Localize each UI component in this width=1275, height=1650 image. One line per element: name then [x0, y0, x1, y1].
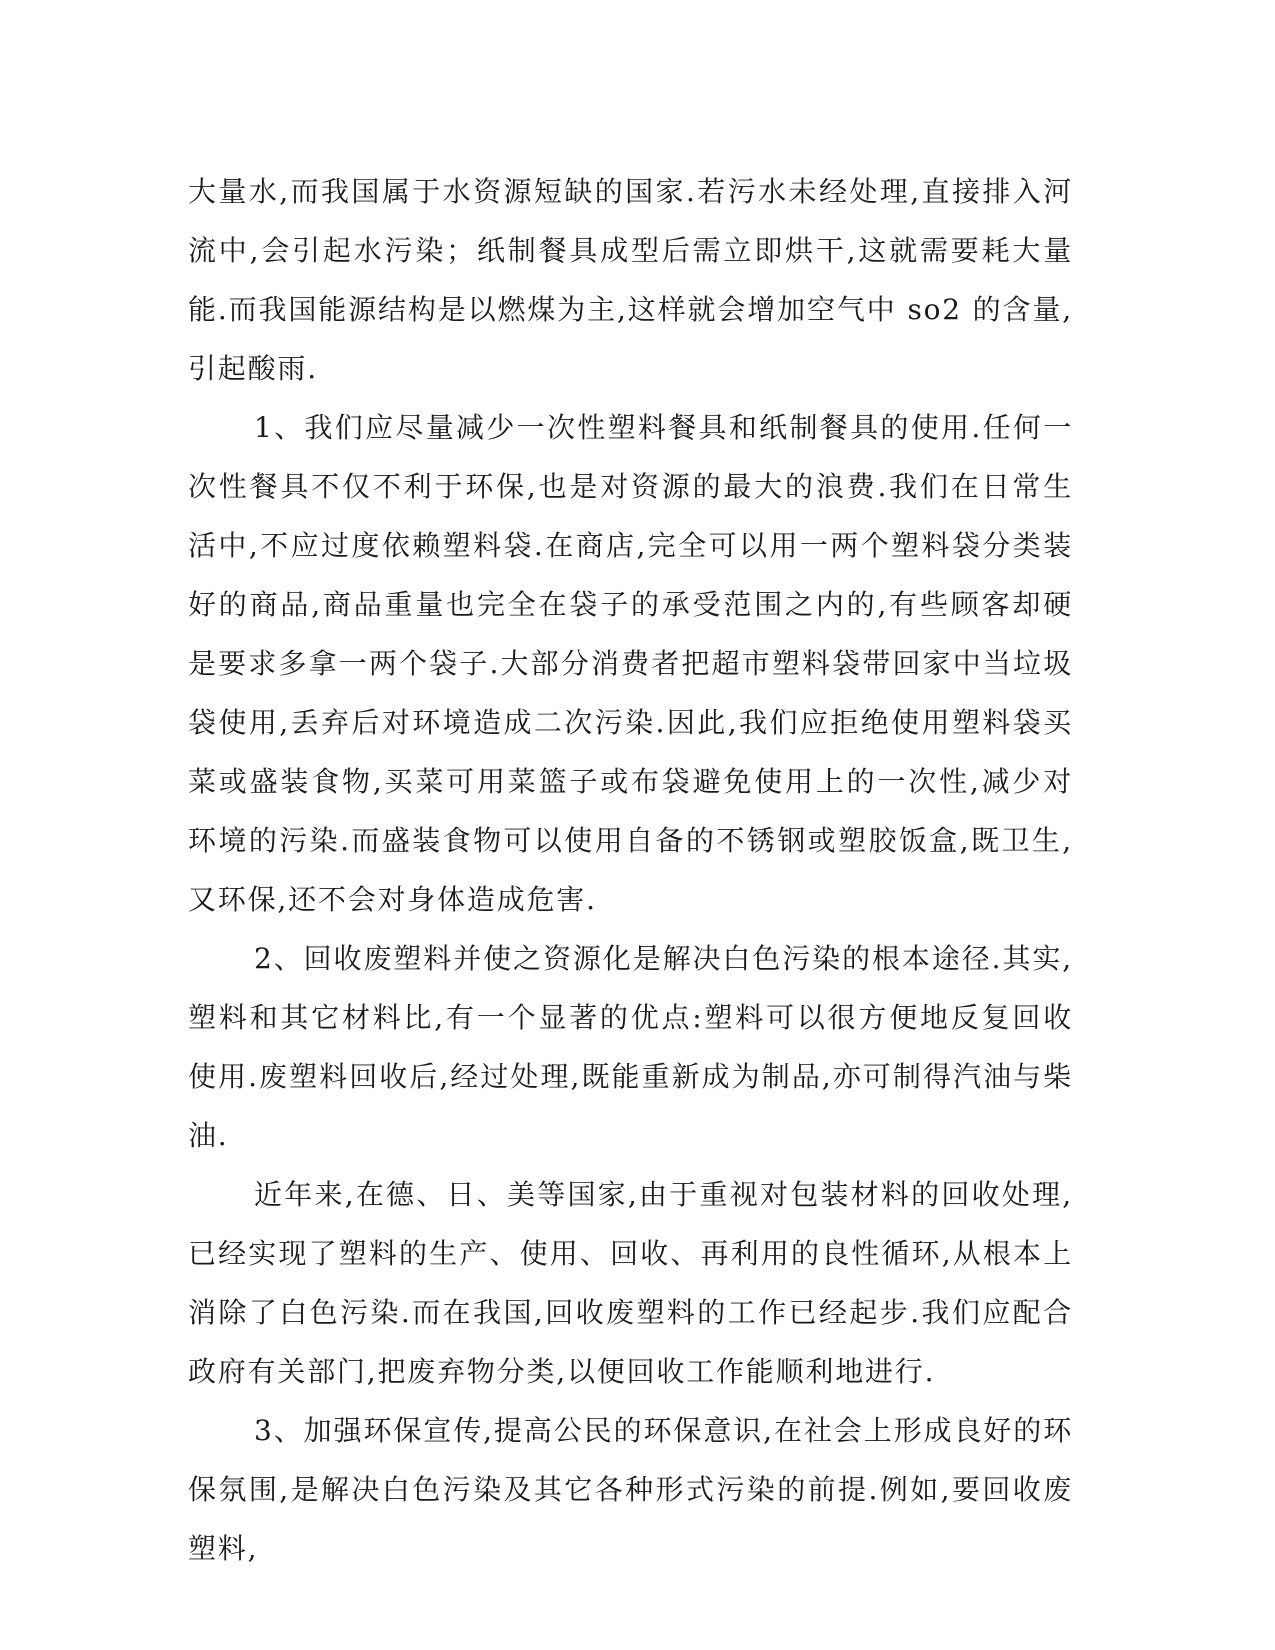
paragraph-point-1: 1、我们应尽量减少一次性塑料餐具和纸制餐具的使用.任何一次性餐具不仅不利于环保,也是对资源的最大的浪费.我们在日常生活中,不应过度依赖塑料袋.在商店,完全可以用一两个塑料袋分类装好的商品,商品重量也完全在袋子的承受范围之内的,有些顾客却硬是要求多拿一两个袋子.大部分消费者把超市塑料袋带回家中当垃圾袋使用,丢弃后对环境造成二次污染.因此,我们应拒绝使用塑料袋买菜或盛装食物,买菜可用菜篮子或布袋避免使用上的一次性,减少对环境的污染.而盛装食物可以使用自备的不锈钢或塑胶饭盒,既卫生,又环保,还不会对身体造成危害. — [188, 411, 1073, 916]
document-body — [188, 162, 1073, 1578]
paragraph-point-2: 2、回收废塑料并使之资源化是解决白色污染的根本途径.其实,塑料和其它材料比,有一个显著的优点:塑料可以很方便地反复回收使用.废塑料回收后,经过处理,既能重新成为制品,亦可制得汽油与柴油. — [188, 942, 1073, 1152]
paragraph-continuation: 大量水,而我国属于水资源短缺的国家.若污水未经处理,直接排入河流中,会引起水污染；纸制餐具成型后需立即烘干,这就需要耗大量能.而我国能源结构是以燃煤为主,这样就会增加空气中 so2 的含量,引起酸雨. — [188, 175, 1073, 385]
paragraph-point-3: 3、加强环保宣传,提高公民的环保意识,在社会上形成良好的环保氛围,是解决白色污染及其它各种形式污染的前提.例如,要回收废塑料, — [188, 1414, 1073, 1565]
paragraph-recycling-countries: 近年来,在德、日、美等国家,由于重视对包装材料的回收处理,已经实现了塑料的生产、使用、回收、再利用的良性循环,从根本上消除了白色污染.而在我国,回收废塑料的工作已经起步.我们应配合政府有关部门,把废弃物分类,以便回收工作能顺利地进行. — [188, 1178, 1073, 1388]
